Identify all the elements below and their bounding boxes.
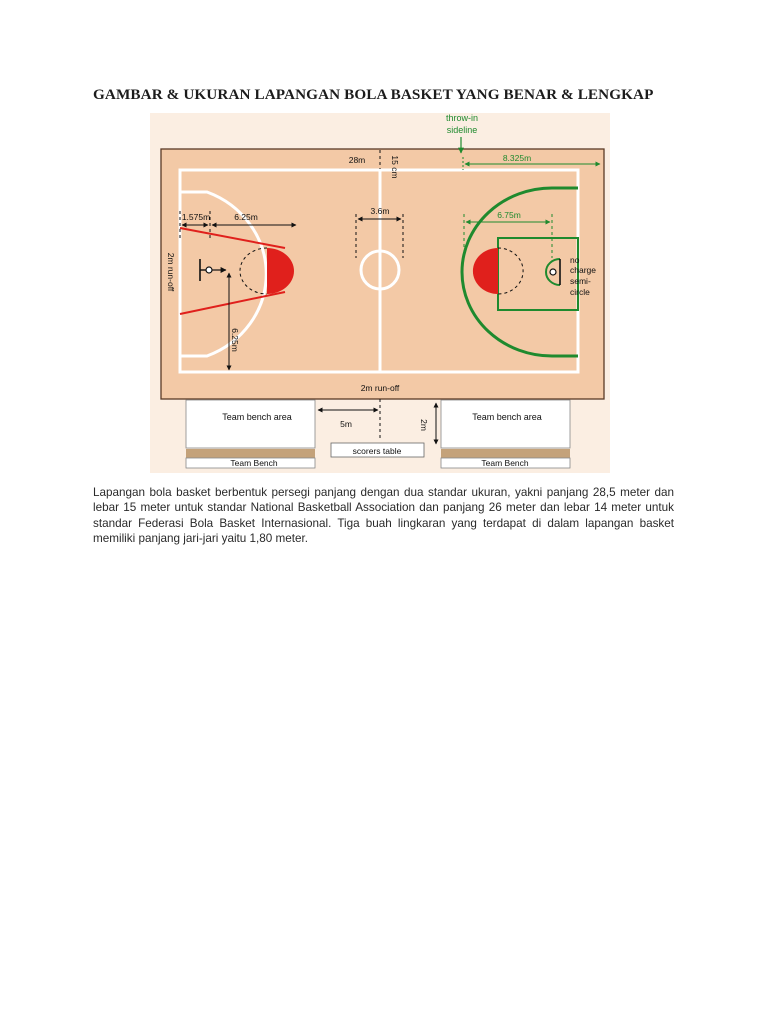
right-team-bench-label: Team Bench <box>481 458 529 468</box>
left-bench-area-label: Team bench area <box>222 412 292 422</box>
right-team-bench <box>441 449 570 458</box>
page-heading: GAMBAR & UKURAN LAPANGAN BOLA BASKET YANG BENAR & LENGKAP <box>93 86 654 103</box>
left-hoop <box>206 267 212 273</box>
length-label: 28m <box>348 155 366 165</box>
side-runoff-label: 2m run-off <box>166 252 176 292</box>
court-diagram <box>150 110 610 475</box>
left-offset-label: 1.575m <box>181 212 211 222</box>
no-charge-line-3: semi- <box>570 276 591 286</box>
description-paragraph: Lapangan bola basket berbentuk persegi panjang dengan dua standar ukuran, yakni panjang 28,5 meter dan lebar 15 meter untuk standar National Basketball Association dan panjang 26 meter dan lebar 14 meter untuk standar Federasi Bola Basket Internasional. Tiga buah lingkaran yang terdapat di dalam lapangan basket memiliki panjang jari-jari yaitu 1,80 meter. <box>93 486 674 545</box>
gap-5m-label: 5m <box>340 419 352 429</box>
no-charge-line-1: no <box>570 255 580 265</box>
throw-in-label: throw-in <box>445 113 479 123</box>
right-three-point-label: 6.75m <box>497 210 521 220</box>
no-charge-line-2: charge <box>570 265 596 275</box>
right-bench-area-label: Team bench area <box>472 412 542 422</box>
center-dim-label: 3.6m <box>370 206 390 216</box>
vertical-dim-label: 6.25m <box>230 328 240 352</box>
left-bench-area <box>186 400 315 448</box>
left-team-bench-label: Team Bench <box>230 458 278 468</box>
no-charge-line-4: circle <box>570 287 590 297</box>
right-length-label: 8.325m <box>502 153 532 163</box>
bottom-runoff-label: 2m run-off <box>360 383 400 393</box>
sideline-label: sideline <box>446 125 478 135</box>
right-hoop <box>550 269 556 275</box>
court-surface <box>161 149 604 399</box>
left-team-bench <box>186 449 315 458</box>
right-bench-area <box>441 400 570 448</box>
left-three-point-label: 6.25m <box>234 212 258 222</box>
sideline-gap-label: 15 cm <box>390 155 400 179</box>
gap-2m-label: 2m <box>419 419 429 431</box>
scorers-table-label: scorers table <box>352 446 402 456</box>
basketball-court-figure <box>150 110 610 475</box>
